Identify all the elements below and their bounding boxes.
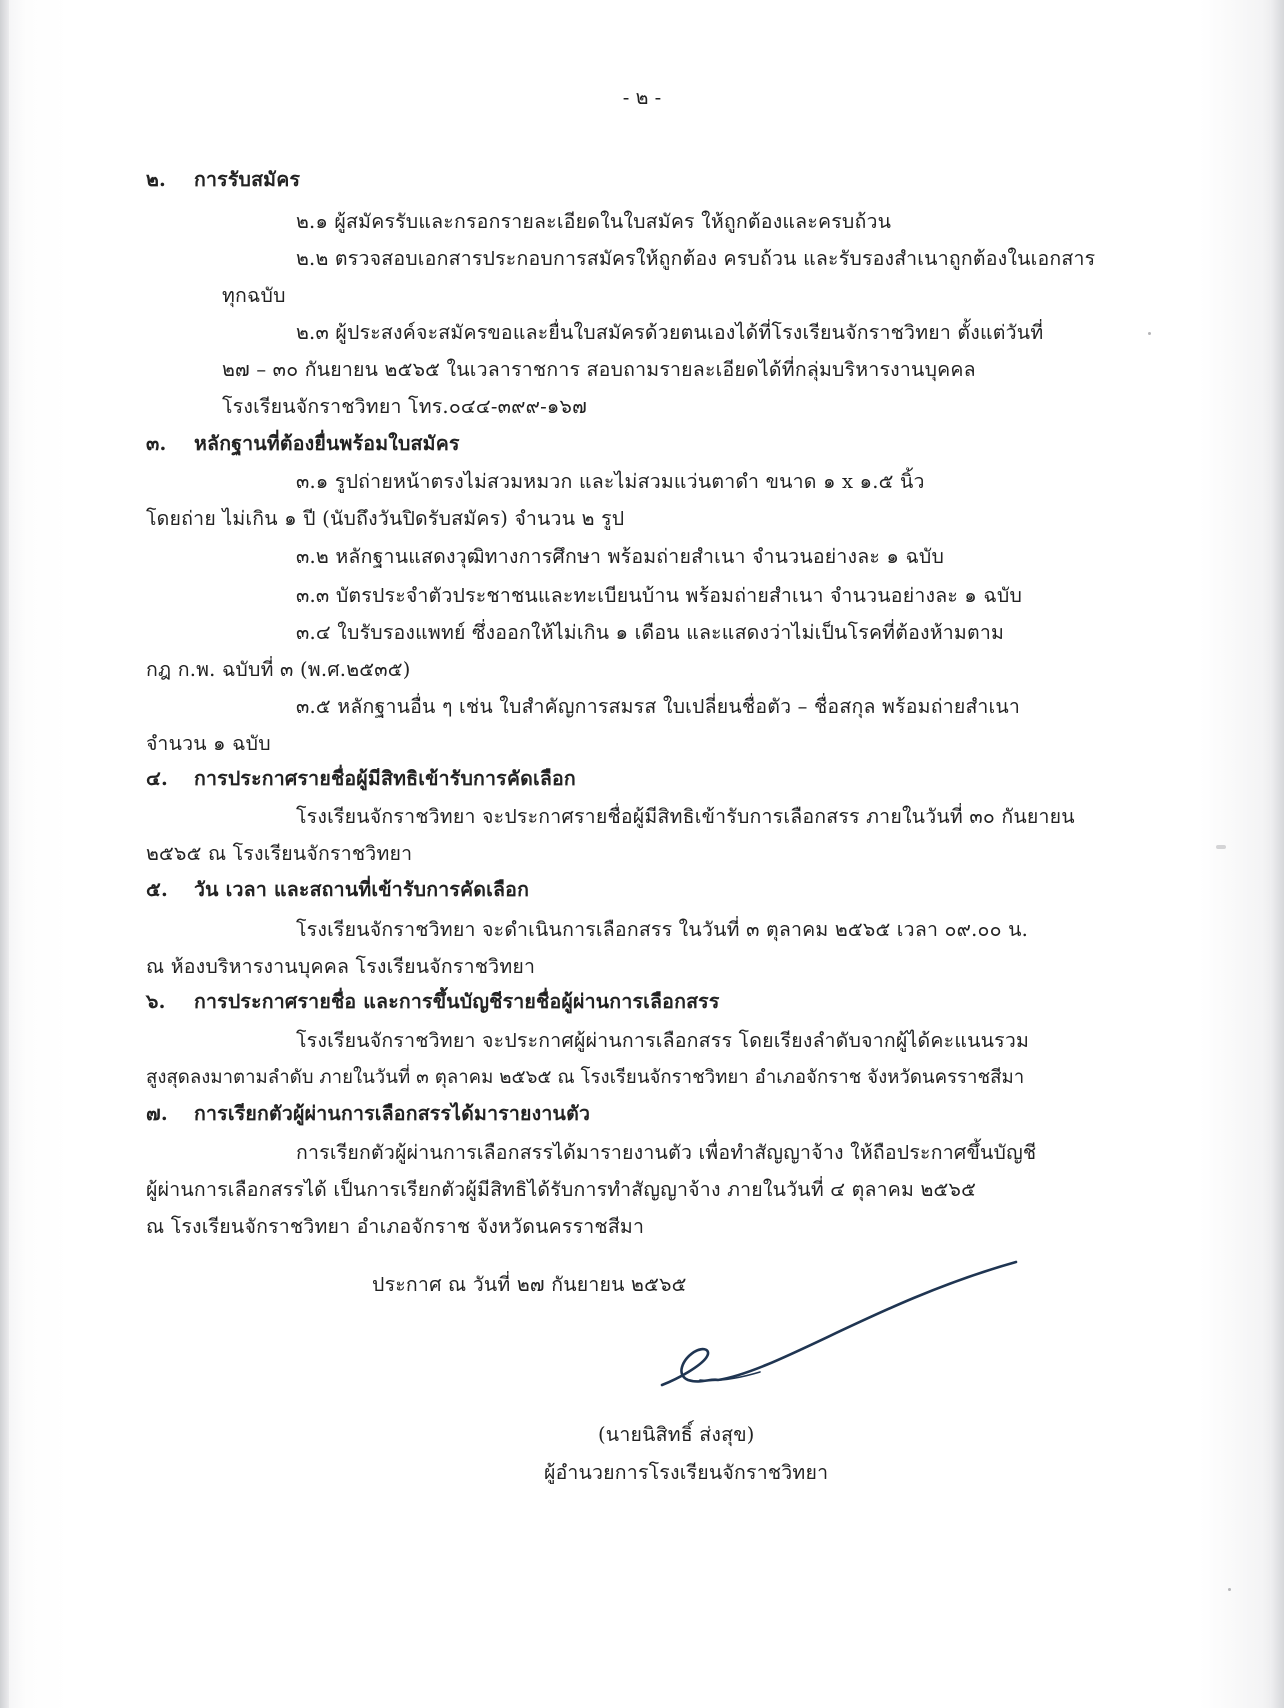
- section-4-number: ๔.: [146, 767, 168, 790]
- page-edge-left: [0, 0, 9, 1708]
- section-5-number: ๕.: [146, 878, 168, 901]
- section-7-heading: [146, 1101, 590, 1127]
- section-2-line-5: ๒๗ – ๓๐ กันยายน ๒๕๖๕ ในเวลาราชการ สอบถามรายละเอียดได้ที่กลุ่มบริหารงานบุคคล: [222, 358, 976, 381]
- section-6-title: การประกาศรายชื่อ และการขึ้นบัญชีรายชื่อผู้ผ่านการเลือกสรร: [194, 990, 720, 1013]
- section-3-line-1: ๓.๑ รูปถ่ายหน้าตรงไม่สวมหมวก และไม่สวมแว่นตาดำ ขนาด ๑ x ๑.๕ นิ้ว: [296, 470, 925, 493]
- section-2-line-2: ๒.๒ ตรวจสอบเอกสารประกอบการสมัครให้ถูกต้อง ครบถ้วน และรับรองสำเนาถูกต้องในเอกสาร: [296, 247, 1096, 270]
- section-6-line-1: โรงเรียนจักราชวิทยา จะประกาศผู้ผ่านการเลือกสรร โดยเรียงลำดับจากผู้ได้คะแนนรวม: [296, 1029, 1030, 1052]
- section-5-heading: [146, 877, 529, 903]
- section-7-line-2: ผู้ผ่านการเลือกสรรได้ เป็นการเรียกตัวผู้มีสิทธิได้รับการทำสัญญาจ้าง ภายในวันที่ ๔ ตุลาคม ๒๕๖๕: [146, 1178, 977, 1201]
- section-7-title: การเรียกตัวผู้ผ่านการเลือกสรรได้มารายงานตัว: [194, 1102, 591, 1125]
- section-3-line-4: ๓.๓ บัตรประจำตัวประชาชนและทะเบียนบ้าน พร้อมถ่ายสำเนา จำนวนอย่างละ ๑ ฉบับ: [296, 584, 1023, 607]
- section-3-title: หลักฐานที่ต้องยื่นพร้อมใบสมัคร: [194, 432, 460, 455]
- signer-name: (นายนิสิทธิ์ ส่งสุข): [598, 1423, 755, 1446]
- section-6-number: ๖.: [146, 990, 166, 1013]
- section-3-line-8: จำนวน ๑ ฉบับ: [146, 732, 271, 755]
- section-4-heading: [146, 766, 576, 792]
- section-5-line-2: ณ ห้องบริหารงานบุคคล โรงเรียนจักราชวิทยา: [146, 955, 536, 978]
- section-2-line-3: ทุกฉบับ: [222, 284, 286, 307]
- signer-position: ผู้อำนวยการโรงเรียนจักราชวิทยา: [544, 1461, 829, 1484]
- section-7-line-1: การเรียกตัวผู้ผ่านการเลือกสรรได้มารายงานตัว เพื่อทำสัญญาจ้าง ให้ถือประกาศขึ้นบัญชี: [296, 1141, 1037, 1164]
- section-2-line-6: โรงเรียนจักราชวิทยา โทร.๐๔๔-๓๙๙-๑๖๗: [222, 395, 587, 418]
- scan-speck: [1228, 1588, 1231, 1591]
- section-2-line-4: ๒.๓ ผู้ประสงค์จะสมัครขอและยื่นใบสมัครด้วยตนเองได้ที่โรงเรียนจักราชวิทยา ตั้งแต่วันที่: [296, 321, 1044, 344]
- section-7-line-3: ณ โรงเรียนจักราชวิทยา อำเภอจักราช จังหวัดนครราชสีมา: [146, 1215, 645, 1238]
- section-5-title: วัน เวลา และสถานที่เข้ารับการคัดเลือก: [194, 878, 530, 901]
- section-2-title: การรับสมัคร: [194, 168, 301, 191]
- section-4-line-1: โรงเรียนจักราชวิทยา จะประกาศรายชื่อผู้มีสิทธิเข้ารับการเลือกสรร ภายในวันที่ ๓๐ กันยายน: [296, 805, 1075, 828]
- section-2-line-1: ๒.๑ ผู้สมัครรับและกรอกรายละเอียดในใบสมัคร ให้ถูกต้องและครบถ้วน: [296, 210, 892, 233]
- section-4-line-2: ๒๕๖๕ ณ โรงเรียนจักราชวิทยา: [146, 842, 413, 865]
- announcement-date: ประกาศ ณ วันที่ ๒๗ กันยายน ๒๕๖๕: [372, 1273, 687, 1296]
- section-6-heading: [146, 989, 720, 1015]
- page-number: - ๒ -: [622, 86, 662, 109]
- scan-speck: [1216, 845, 1226, 849]
- section-2-number: ๒.: [146, 168, 167, 191]
- section-6-line-2: สูงสุดลงมาตามลำดับ ภายในวันที่ ๓ ตุลาคม ๒๕๖๕ ณ โรงเรียนจักราชวิทยา อำเภอจักราช จังหวัดนครราชสีมา: [146, 1067, 1025, 1088]
- section-7-number: ๗.: [146, 1102, 168, 1125]
- section-3-line-7: ๓.๕ หลักฐานอื่น ๆ เช่น ใบสำคัญการสมรส ใบเปลี่ยนชื่อตัว – ชื่อสกุล พร้อมถ่ายสำเนา: [296, 695, 1021, 718]
- section-3-number: ๓.: [146, 432, 167, 455]
- section-5-line-1: โรงเรียนจักราชวิทยา จะดำเนินการเลือกสรร ในวันที่ ๓ ตุลาคม ๒๕๖๕ เวลา ๐๙.๐๐ น.: [296, 918, 1029, 941]
- section-3-line-6: กฎ ก.พ. ฉบับที่ ๓ (พ.ศ.๒๕๓๕): [146, 658, 411, 681]
- scan-speck: [1148, 332, 1151, 335]
- section-3-heading: [146, 431, 460, 457]
- page-edge-right: [1270, 0, 1284, 1708]
- section-3-line-5: ๓.๔ ใบรับรองแพทย์ ซึ่งออกให้ไม่เกิน ๑ เดือน และแสดงว่าไม่เป็นโรคที่ต้องห้ามตาม: [296, 621, 1005, 644]
- section-3-line-2: โดยถ่าย ไม่เกิน ๑ ปี (นับถึงวันปิดรับสมัคร) จำนวน ๒ รูป: [146, 507, 625, 530]
- section-2-heading: [146, 167, 300, 193]
- section-3-line-3: ๓.๒ หลักฐานแสดงวุฒิทางการศึกษา พร้อมถ่ายสำเนา จำนวนอย่างละ ๑ ฉบับ: [296, 545, 945, 568]
- section-4-title: การประกาศรายชื่อผู้มีสิทธิเข้ารับการคัดเลือก: [194, 767, 576, 790]
